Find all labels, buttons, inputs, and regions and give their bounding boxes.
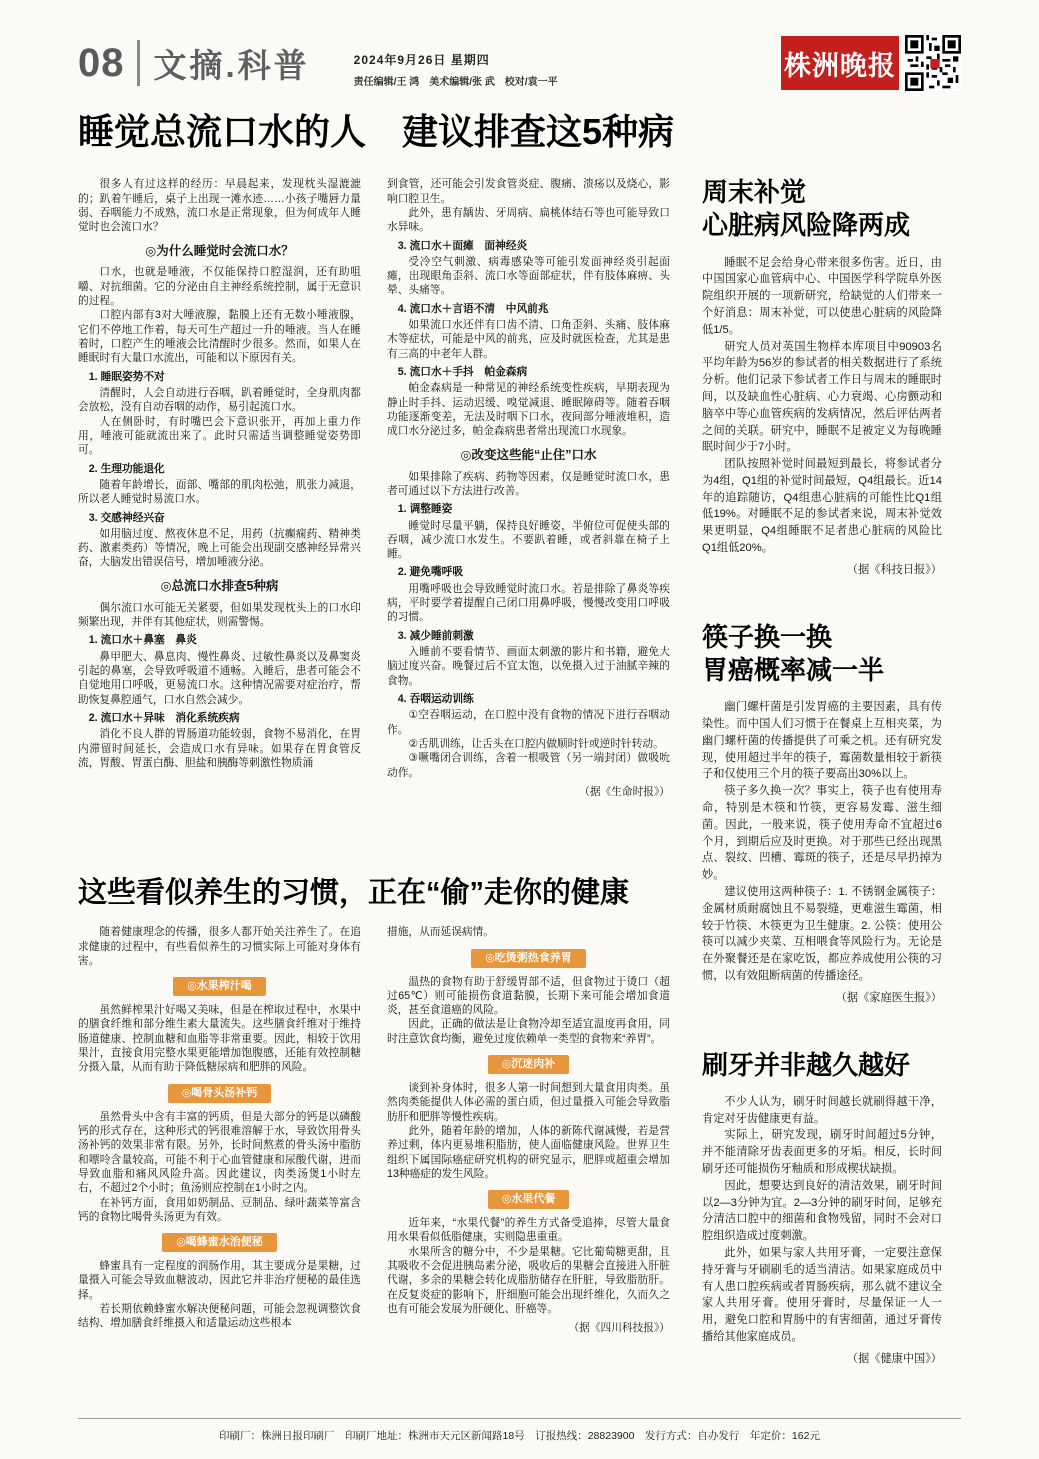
main-article-column-2 <box>387 177 670 859</box>
source-attribution: （据《四川科技报》） <box>568 1322 670 1335</box>
paragraph: 水果所含的糖分中，不少是果糖。它比葡萄糖更甜，且其吸收不会促进胰岛素分泌，吸收后的果糖会直接进入肝脏代谢，多余的果糖会转化成脂肪储存在肝脏，导致脂肪肝。在反复炎症的影响下，肝细胞可能会出现纤维化，久而久之也有可能会发展为肝硬化、肝癌等。 <box>387 1245 670 1315</box>
article-headline <box>702 1049 942 1082</box>
paragraph: 睡眠不足会给身心带来很多伤害。近日，由中国国家心血管病中心、中国医学科学院阜外医院组织开展的一项新研究，给缺觉的人们带来一个好消息：周末补觉，可以使患心脏病的风险降低1/5。 <box>702 256 942 336</box>
paragraph: 口水，也就是唾液，不仅能保持口腔湿润，还有助咀嚼、对抗细菌。它的分泌由自主神经系统控制，属于无意识的过程。 <box>78 266 361 307</box>
paragraph: 入睡前不要看情节、画面太刺激的影片和书籍，避免大脑过度兴奋。晚餐过后不宜太饱，以免摄入过于油腻辛辣的食物。 <box>387 646 670 687</box>
paragraph: 如用脑过度、熬夜休息不足，用药（抗癫痫药、精神类药、激素类药）等情况，晚上可能会出现副交感神经异常兴奋，大脑发出错误信号，增加唾液分泌。 <box>78 527 361 569</box>
bottom-article-column-1 <box>78 925 361 1393</box>
paragraph: 不少人认为，刷牙时间越长就刷得越干净，肯定对牙齿健康更有益。 <box>702 1095 942 1125</box>
main-content-region <box>78 110 675 1393</box>
editor-credits: 责任编辑/王 鸿 美术编辑/张 武 校对/袁一平 <box>353 76 558 88</box>
paragraph: 团队按照补觉时间最短到最长，将参试者分为4组，Q1组的补觉时间最短，Q4组最长。近14年的追踪随访，Q4组患心脏病的可能性比Q1组低19%。对睡眠不足的参试者来说，周末补觉效果更明显，Q4组睡眠不足者患心脏病的风险比Q1组低20%。 <box>702 458 942 555</box>
highlight-subhead: ◎水果代餐 <box>488 1190 570 1209</box>
paragraph: 蜂蜜具有一定程度的润肠作用，其主要成分是果糖，过量摄入可能会导致血糖波动，因此它并非治疗便秘的最佳选择。 <box>78 1259 361 1301</box>
paragraph: 受冷空气刺激、病毒感染等可能引发面神经炎引起面瘫，出现眼角歪斜、流口水等面部症状，伴有肢体麻痹、头晕、头痛等。 <box>387 255 670 297</box>
paragraph: 人在侧卧时，有时嘴巴会下意识张开，再加上重力作用，唾液可能就流出来了。此时只需适当调整睡觉姿势即可。 <box>78 415 361 457</box>
numbered-subhead: 4. 吞咽运动训练 <box>397 693 474 706</box>
headline-line: 心脏病风险降两成 <box>702 210 911 241</box>
paragraph: 幽门螺杆菌是引发胃癌的主要因素，具有传染性。而中国人们习惯于在餐桌上互相夹菜，为幽门螺杆菌的传播提供了可乘之机。还有研究发现，使用超过半年的筷子，霉菌数量相较于新筷子和仅使用三个月的筷子要高出30%以上。 <box>702 701 942 781</box>
article-body <box>702 255 942 579</box>
bottom-article-body <box>78 925 670 1393</box>
paragraph: 此外，患有龋齿、牙周病、扁桃体结石等也可能导致口水异味。 <box>387 206 670 234</box>
headline-line: 筷子换一换 <box>702 621 833 652</box>
paragraph: 温热的食物有助于舒缓胃部不适，但食物过于烫口（超过65℃）则可能损伤食道黏膜，长期下来可能会增加食道炎，甚至食道癌的风险。 <box>387 975 670 1017</box>
paragraph: 虽然鲜榨果汁好喝又美味，但是在榨取过程中，水果中的膳食纤维和部分维生素大量流失。这些膳食纤维对于维持肠道健康、控制血糖和血脂等非常重要。因此，相较于饮用果汁，直接食用完整水果更能增加饱腹感，还能有效控制糖分摄入量，从而有助于降低糖尿病和肥胖的风险。 <box>78 1004 361 1074</box>
publication-date: 2024年9月26日 星期四 <box>353 52 490 67</box>
newspaper-name: 株洲晚报 <box>781 36 899 90</box>
paragraph: 谈到补身体时，很多人第一时间想到大量食用肉类。虽然肉类能提供人体必需的蛋白质，但过量摄入可能会导致脂肪肝和肥胖等慢性疾病。 <box>387 1081 670 1123</box>
paragraph: 随着年龄增长，面部、嘴部的肌肉松弛，肌张力减退，所以老人睡觉时易流口水。 <box>78 478 361 506</box>
article-headline <box>702 176 942 243</box>
sidebar-article-weekend-sleep <box>702 176 942 579</box>
section-title: 文摘.科普 <box>153 46 310 84</box>
paragraph: 如果排除了疾病、药物等因素，仅是睡觉时流口水，患者可通过以下方法进行改善。 <box>387 470 670 497</box>
paragraph: 虽然骨头中含有丰富的钙质，但是大部分的钙是以磷酸钙的形式存在，这种形式的钙很难溶解于水，导致饮用骨头汤补钙的效果非常有限。另外，长时间熬煮的骨头汤中脂肪和嘌呤含量较高，可能不利于心血管健康和尿酸代谢，进而导致血脂和痛风风险升高。因此建议，肉类汤煲1小时左右，不超过2个小时；鱼汤则应控制在1小时之内。 <box>78 1110 361 1195</box>
paragraph: ③噘嘴闭合训练，含着一根吸管（另一端封闭）做吸吮动作。 <box>387 752 670 779</box>
highlight-subhead: ◎喝蜂蜜水治便秘 <box>162 1233 277 1252</box>
article-body <box>702 699 942 1006</box>
paragraph: 清醒时，人会自动进行吞咽，趴着睡觉时，全身肌肉都会放松，没有自动吞咽的动作，易引起流口水。 <box>78 386 361 414</box>
main-article-headline: 睡觉总流口水的人 建议排查这5种病 <box>78 111 675 152</box>
paragraph: 筷子多久换一次？事实上，筷子也有使用寿命，特别是木筷和竹筷，更容易发霉、滋生细菌。因此，一般来说，筷子使用寿命不宜超过6个月，到期后应及时更换。对于那些已经出现黑点、裂纹、凹槽、霉斑的筷子，还是尽早扔掉为妙。 <box>702 785 942 882</box>
section-heading: ◎为什么睡觉时会流口水？ <box>145 243 294 258</box>
section-heading: ◎改变这些能“止住”口水 <box>460 447 597 462</box>
header-divider <box>137 40 140 86</box>
sidebar-column <box>702 176 942 1402</box>
numbered-subhead: 3. 流口水＋面瘫 面神经炎 <box>397 239 528 252</box>
paragraph: 口腔内部有3对大唾液腺，黏膜上还有无数小唾液腺，它们不停地工作着，每天可生产超过一升的唾液。当人在睡着时，口腔产生的唾液会比清醒时少很多。然而，如果人在睡眠时有大量口水流出，可能和以下原因有关。 <box>78 309 361 365</box>
paragraph: 睡觉时尽量平躺，保持良好睡姿，半俯位可促使头部的吞咽，减少流口水发生。不要趴着睡，或者斜靠在椅子上睡。 <box>387 519 670 561</box>
paragraph: 偶尔流口水可能无关紧要，但如果发现枕头上的口水印频繁出现，并伴有其他症状，则需警惕。 <box>78 601 361 628</box>
article-body <box>702 1094 942 1368</box>
page-footer <box>78 1418 961 1443</box>
paragraph: 因此，想要达到良好的清洁效果，刷牙时间以2—3分钟为宜。2—3分钟的刷牙时间，足够充分清洁口腔中的细菌和食物残留，同时不会对口腔组织造成过度刺激。 <box>702 1179 942 1243</box>
paragraph: 建议使用这两种筷子：1. 不锈钢金属筷子：金属材质耐腐蚀且不易裂缝，更难滋生霉菌，相较于竹筷、木筷更为卫生健康。2. 公筷：使用公筷可以减少夹菜、互相喂食等风险行为。无论是在外聚餐还是在家吃饭，都应养成使用公筷的习惯，以有效阻断病菌的传播途径。 <box>702 885 942 982</box>
paragraph: 因此，正确的做法是让食物冷却至适宜温度再食用，同时注意饮食均衡，避免过度依赖单一类型的食物来“养胃”。 <box>387 1018 670 1045</box>
page-header <box>78 28 961 98</box>
highlight-subhead: ◎水果榨汁喝 <box>173 977 266 996</box>
numbered-subhead: 2. 避免嘴呼吸 <box>397 566 464 579</box>
source-attribution: （据《家庭医生报》） <box>835 991 942 1004</box>
paragraph: 若长期依赖蜂蜜水解决便秘问题，可能会忽视调整饮食结构、增加膳食纤维摄入和适量运动这些根本 <box>78 1302 361 1330</box>
article-headline <box>702 621 942 688</box>
paragraph-continuation: 到食管，还可能会引发食管炎症、腹痛、溃疡以及烧心，影响口腔卫生。 <box>387 178 670 205</box>
highlight-subhead: ◎沉迷肉补 <box>488 1055 570 1074</box>
paragraph: 帕金森病是一种常见的神经系统变性疾病，早期表现为静止时手抖、运动迟缓、嗅觉减退、睡眠障碍等。随着吞咽功能逐渐变差，无法及时咽下口水，夜间部分唾液堆积，造成口水分泌过多，帕金森病患者常出现流口水现象。 <box>387 382 670 438</box>
section-heading: ◎总流口水排查5种病 <box>160 578 279 593</box>
numbered-subhead: 1. 流口水＋鼻塞 鼻炎 <box>88 634 197 647</box>
paragraph: 在补钙方面，食用如奶制品、豆制品、绿叶蔬菜等富含钙的食物比喝骨头汤更为有效。 <box>78 1196 361 1223</box>
paragraph: 如果流口水还伴有口齿不清、口角歪斜、头痛、肢体麻木等症状，可能是中风的前兆，应及时就医检查，尤其是患有三高的中老年人群。 <box>387 319 670 360</box>
numbered-subhead: 3. 交感神经兴奋 <box>88 511 165 524</box>
main-article-body <box>78 177 670 859</box>
numbered-subhead: 2. 生理功能退化 <box>88 462 165 475</box>
source-attribution: （据《生命时报》） <box>579 786 670 799</box>
paragraph: 鼻甲肥大、鼻息肉、慢性鼻炎、过敏性鼻炎以及鼻窦炎引起的鼻塞，会导致呼吸道不通畅。入睡后，患者可能会不自觉地用口呼吸，更易流口水。这种情况需要对症治疗，帮助恢复鼻腔通气，口水自然会减少。 <box>78 650 361 706</box>
numbered-subhead: 3. 减少睡前刺激 <box>397 629 474 642</box>
paragraph: 实际上，研究发现，刷牙时间超过5分钟，并不能清除牙齿表面更多的牙垢。相反，长时间刷牙还可能损伤牙釉质和形成楔状缺损。 <box>702 1129 942 1175</box>
paragraph: 很多人有过这样的经历：早晨起来，发现枕头湿漉漉的；趴着午睡后，桌子上出现一滩水迹……小孩子嘴唇力量弱、吞咽能力不成熟，流口水是正常现象，但为何成年人睡觉时也会流口水？ <box>78 178 361 234</box>
qr-code <box>905 35 961 91</box>
bottom-article <box>78 875 670 1393</box>
publication-info <box>354 39 558 88</box>
source-attribution: （据《科技日报》） <box>846 563 942 576</box>
paragraph: ②舌肌训练，让舌头在口腔内做顺时针或逆时针转动。 <box>408 738 664 751</box>
imprint-line: 印刷厂：株洲日报印刷厂 印刷厂地址：株洲市天元区新闻路18号 订报热线：28823900 发行方式：自办发行 年定价：162元 <box>219 1430 820 1442</box>
sidebar-article-toothbrushing <box>702 1049 942 1368</box>
bottom-article-headline: 这些看似养生的习惯，正在“偷”走你的健康 <box>78 877 630 910</box>
main-article <box>78 110 675 859</box>
paragraph: 近年来，“水果代餐”的养生方式备受追捧，尽管大量食用水果看似低脂健康，实则隐患重重。 <box>387 1216 670 1244</box>
sidebar-article-chopsticks <box>702 621 942 1007</box>
paragraph: ①空吞咽运动，在口腔中没有食物的情况下进行吞咽动作。 <box>387 709 670 736</box>
newspaper-brand <box>781 35 961 91</box>
source-attribution: （据《健康中国》） <box>846 1352 942 1365</box>
bottom-article-column-2 <box>387 925 670 1393</box>
numbered-subhead: 2. 流口水＋异味 消化系统疾病 <box>88 711 240 724</box>
headline-line: 刷牙并非越久越好 <box>702 1049 911 1080</box>
paragraph: 研究人员对英国生物样本库项目中90903名平均年龄为56岁的参试者的相关数据进行了系统分析。他们记录下参试者工作日与周末的睡眠时间，以及缺血性心脏病、心力衰竭、心房颤动和脑卒中等心血管疾病的发病情况，然后评估两者之间的关联。研究中，睡眠不足被定义为每晚睡眠时间少于7小时。 <box>702 340 942 454</box>
numbered-subhead: 1. 睡眠姿势不对 <box>88 370 165 383</box>
main-article-column-1 <box>78 177 361 859</box>
highlight-subhead: ◎喝骨头汤补钙 <box>168 1084 272 1103</box>
paragraph: 此外，随着年龄的增加，人体的新陈代谢减慢，若是营养过剩，体内更易堆积脂肪，使人面临健康风险。世界卫生组织下属国际癌症研究机构的研究显示，肥胖或超重会增加13种癌症的发生风险。 <box>387 1124 670 1180</box>
paragraph: 随着健康理念的传播，很多人都开始关注养生了。在追求健康的过程中，有些看似养生的习惯实际上可能对身体有害。 <box>78 926 361 968</box>
numbered-subhead: 4. 流口水＋言语不清 中风前兆 <box>397 302 549 315</box>
numbered-subhead: 1. 调整睡姿 <box>397 503 453 516</box>
paragraph: 此外，如果与家人共用牙膏，一定要注意保持牙膏与牙刷刷毛的适当清洁。如果家庭成员中有人患口腔疾病或者胃肠疾病，那么就不建议全家人共用牙膏。使用牙膏时，尽量保证一人一用，避免口腔和胃肠中的有害细菌，通过牙膏传播给其他家庭成员。 <box>702 1246 942 1343</box>
headline-line: 胃癌概率减一半 <box>702 654 885 685</box>
paragraph: 消化不良人群的胃肠道功能较弱，食物不易消化，在胃内滞留时间延长，会造成口水有异味。如果存在胃食管反流，胃酸、胃蛋白酶、胆盐和胰酶等刺激性物质涌 <box>78 728 361 769</box>
page-number: 08 <box>78 40 125 85</box>
headline-line: 周末补觉 <box>702 177 807 207</box>
numbered-subhead: 5. 流口水＋手抖 帕金森病 <box>397 366 528 379</box>
paragraph-continuation: 措施，从而延误病情。 <box>387 926 494 939</box>
highlight-subhead: ◎吃烫粥热食养胃 <box>471 949 586 968</box>
paragraph: 用嘴呼吸也会导致睡觉时流口水。若是排除了鼻炎等疾病，平时要学着提醒自己闭口用鼻呼吸，慢慢改变用口呼吸的习惯。 <box>387 582 670 624</box>
